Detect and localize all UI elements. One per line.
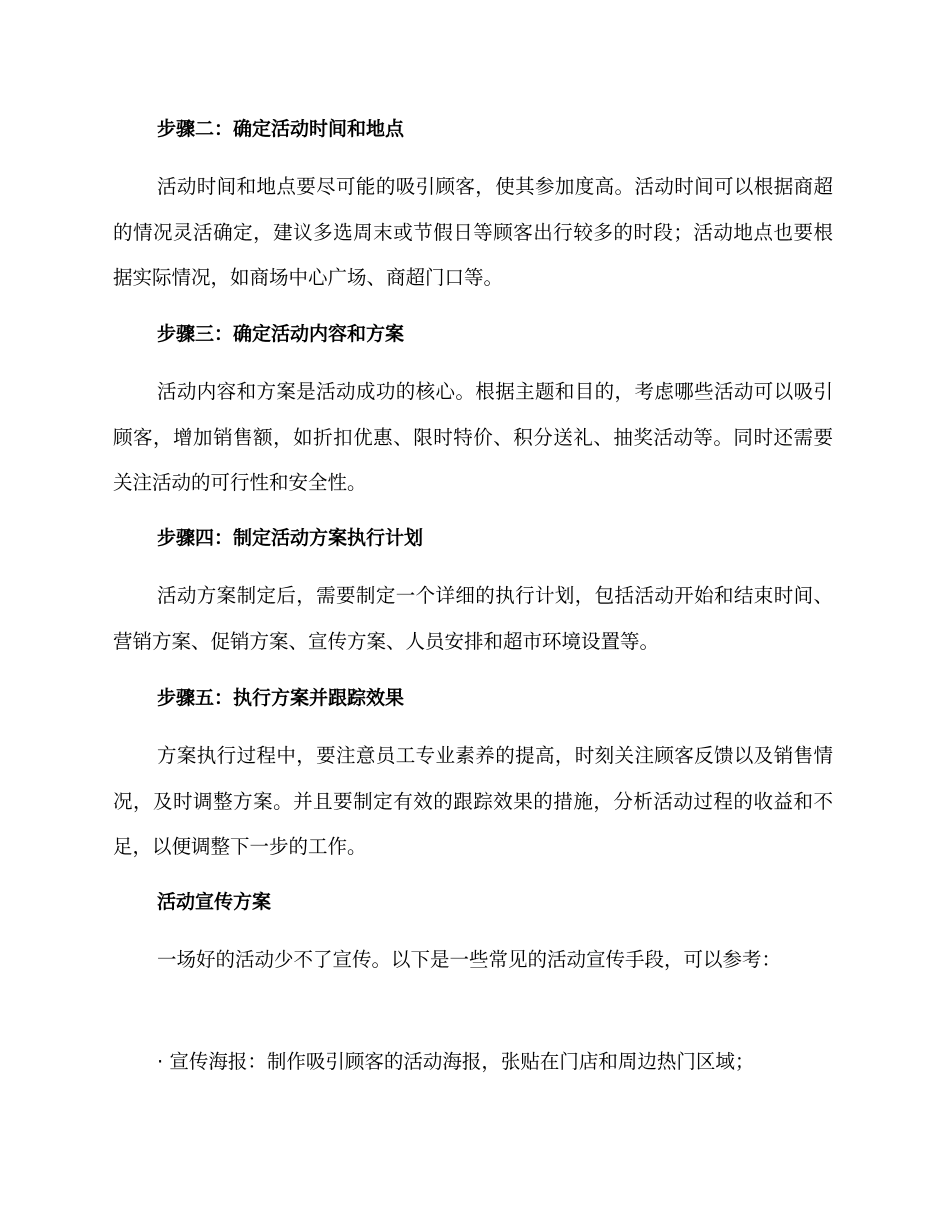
section-heading-step-2: 步骤二：确定活动时间和地点: [157, 118, 405, 140]
section-heading-promotion: 活动宣传方案: [157, 891, 272, 913]
section-heading-step-5: 步骤五：执行方案并跟踪效果: [157, 687, 405, 709]
section-paragraph-step-3: 活动内容和方案是活动成功的核心。根据主题和目的，考虑哪些活动可以吸引顾客，增加销售额，如折扣优惠、限时特价、积分送礼、抽奖活动等。同时还需要关注活动的可行性和安全性。: [113, 380, 833, 494]
section-heading-step-3: 步骤三：确定活动内容和方案: [157, 323, 405, 345]
section-paragraph-step-4: 活动方案制定后，需要制定一个详细的执行计划，包括活动开始和结束时间、营销方案、促销方案、宣传方案、人员安排和超市环境设置等。: [113, 584, 833, 653]
section-paragraph-step-5: 方案执行过程中，要注意员工专业素养的提高，时刻关注顾客反馈以及销售情况，及时调整方案。并且要制定有效的跟踪效果的措施，分析活动过程的收益和不足，以便调整下一步的工作。: [113, 744, 833, 858]
section-paragraph-step-2: 活动时间和地点要尽可能的吸引顾客，使其参加度高。活动时间可以根据商超的情况灵活确定，建议多选周末或节假日等顾客出行较多的时段；活动地点也要根据实际情况，如商场中心广场、商超门口等。: [113, 175, 833, 289]
section-paragraph-promotion: 一场好的活动少不了宣传。以下是一些常见的活动宣传手段，可以参考：: [157, 948, 782, 971]
section-heading-step-4: 步骤四：制定活动方案执行计划: [157, 527, 424, 549]
list-item-poster: · 宣传海报：制作吸引顾客的活动海报，张贴在门店和周边热门区域；: [157, 1050, 755, 1073]
